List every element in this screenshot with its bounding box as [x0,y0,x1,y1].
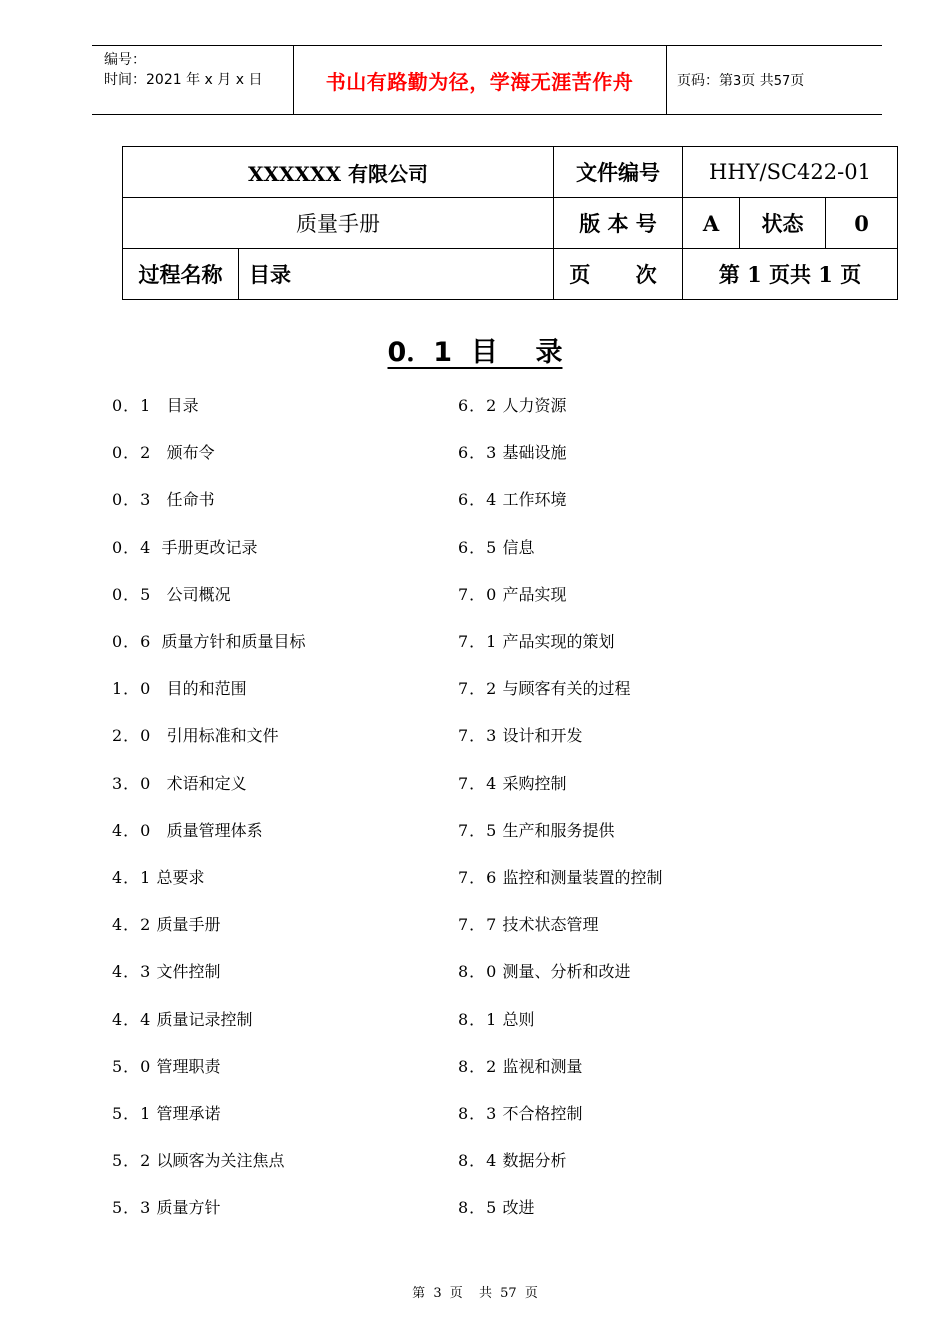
toc-entry-title: 改进 [502,1198,535,1218]
toc-entry-number: 0．1 [112,396,152,415]
toc-entry-title: 管理承诺 [156,1104,221,1123]
toc-entry-title: 质量记录控制 [156,1009,253,1029]
toc-heading [0,330,950,369]
toc-entry-title: 引用标准和文件 [156,726,279,746]
toc-entry [458,726,582,746]
toc-entry-title: 术语和定义 [156,773,247,793]
page-footer [0,1282,950,1301]
toc-entry [458,868,662,888]
header-divider [666,46,667,114]
toc-entry-title: 监视和测量 [502,1056,583,1076]
toc-entry [112,396,199,416]
toc-entry-number: 0．2 [112,443,152,463]
status-value: 0 [826,198,898,249]
toc-entry-number: 3．0 [112,773,152,793]
toc-entry [112,679,247,699]
header-page-number: 3 [733,74,742,89]
toc-entry-title: 管理职责 [156,1056,221,1076]
toc-entry-title: 质量手册 [156,915,221,935]
toc-entry-title: 手册更改记录 [156,537,258,557]
toc-entry-number: 6．3 [458,443,498,463]
toc-entry [112,585,231,605]
toc-entry-title: 目的和范围 [156,679,247,699]
header-page-end: 页 [790,73,805,89]
toc-entry [112,538,258,558]
toc-entry-title: 与顾客有关的过程 [502,679,631,699]
version-value: A [683,198,740,249]
toc-entry [458,1057,582,1077]
toc-entry [112,1057,220,1077]
toc-entry [112,726,279,746]
toc-entry-number: 1．0 [112,679,152,699]
toc-entry-number: 7．4 [458,773,498,793]
toc-entry [458,538,534,558]
toc-entry [458,585,566,605]
toc-entry-number: 7．0 [458,584,498,604]
toc-entry-number: 4．1 [112,868,152,887]
toc-entry [112,1104,220,1124]
header-page-label: 页码：第 [677,73,733,89]
toc-entry [458,396,566,416]
toc-entry-number: 0．3 [112,490,152,510]
toc-entry-number: 0．6 [112,632,152,651]
toc-entry [112,443,215,463]
toc-entry-title: 质量管理体系 [156,820,263,840]
toc-entry-number: 7．7 [458,915,498,935]
footer-page-number: 3 [433,1286,442,1301]
toc-entry-number: 8．5 [458,1198,498,1218]
status-label: 状态 [740,198,826,249]
toc-entry-title: 采购控制 [502,773,567,793]
toc-entry [112,1198,220,1218]
document-time-label: 时间：2021 年 x 月 x 日 [104,72,263,88]
toc-entry-title: 以顾客为关注焦点 [156,1151,285,1171]
toc-entry-number: 8．0 [458,962,498,982]
toc-entry-number: 4．3 [112,962,152,982]
manual-name: 质量手册 [123,198,554,249]
company-name: XXXXXX 有限公司 [123,147,554,198]
toc-entry-title: 人力资源 [502,396,567,415]
toc-entry [458,1010,534,1030]
toc-entry-number: 5．3 [112,1198,152,1218]
toc-entry-number: 6．2 [458,396,498,415]
doc-number-value: HHY/SC422-01 [683,147,898,198]
toc-entry [112,868,204,888]
header-page-total: 57 [773,74,791,89]
toc-entry [112,1151,284,1171]
footer-pre: 第 [412,1286,426,1301]
toc-entry-number: 8．4 [458,1151,498,1171]
toc-entry-title: 基础设施 [502,443,567,463]
toc-entry-title: 设计和开发 [502,726,583,746]
toc-entry-title: 产品实现 [502,584,567,604]
toc-entry-number: 5．0 [112,1056,152,1076]
toc-entry-number: 7．1 [458,632,498,651]
toc-entry [458,915,598,935]
toc-entry-title: 产品实现的策划 [502,632,615,651]
toc-entry [112,632,306,652]
toc-entry-title: 任命书 [156,490,215,510]
footer-post: 页 [524,1286,538,1301]
toc-entry [458,632,614,652]
toc-entry-title: 总则 [502,1009,535,1029]
toc-entry [458,821,614,841]
toc-entry-number: 6．5 [458,537,498,557]
toc-heading-text: 0．1 目 录 [387,337,563,368]
toc-entry [112,821,263,841]
toc-entry [112,1010,252,1030]
toc-entry [112,490,215,510]
toc-entry [458,774,566,794]
toc-entry-title: 监控和测量装置的控制 [502,868,663,887]
toc-entry-title: 工作环境 [502,490,567,510]
toc-entry-number: 0．5 [112,584,152,604]
toc-entry-number: 5．2 [112,1151,152,1171]
process-name: 目录 [239,249,554,300]
toc-entry-number: 4．0 [112,820,152,840]
toc-entry-number: 8．3 [458,1104,498,1123]
document-number-label: 编号： [104,52,146,68]
toc-entry [458,1104,582,1124]
toc-entry-number: 7．3 [458,726,498,746]
toc-entry-title: 颁布令 [156,443,215,463]
toc-entry-number: 0．4 [112,537,152,557]
toc-entry-title: 公司概况 [156,584,231,604]
toc-entry [458,443,566,463]
version-label: 版 本 号 [554,198,683,249]
toc-entry [112,774,247,794]
toc-entry-number: 2．0 [112,726,152,746]
toc-entry-title: 信息 [502,537,535,557]
toc-entry-number: 8．2 [458,1056,498,1076]
toc-entry-number: 5．1 [112,1104,152,1123]
toc-entry-title: 目录 [156,396,199,415]
page-count-label: 页 次 [554,249,683,300]
toc-entry-title: 数据分析 [502,1151,567,1171]
header-page-mid: 页 共 [741,73,774,89]
toc-entry-title: 测量、分析和改进 [502,962,631,982]
toc-entry-title: 总要求 [156,868,205,887]
footer-page-total: 57 [500,1286,517,1301]
toc-entry [458,1151,566,1171]
toc-entry-title: 质量方针和质量目标 [156,632,306,651]
footer-mid: 页 共 [449,1286,492,1301]
toc-entry [458,490,566,510]
page-header [92,45,882,115]
header-meta [104,50,262,90]
toc-entry-title: 质量方针 [156,1198,221,1218]
toc-entry [458,679,630,699]
toc-entry-title: 技术状态管理 [502,915,599,935]
toc-entry-number: 6．4 [458,490,498,510]
process-label: 过程名称 [123,249,239,300]
toc-entry-number: 7．2 [458,679,498,699]
toc-entry [112,962,220,982]
toc-entry [112,915,220,935]
toc-entry-title: 文件控制 [156,962,221,982]
header-slogan: 书山有路勤为径，学海无涯苦作舟 [325,69,634,94]
header-page-info [677,70,804,90]
page-count-value: 第 1 页共 1 页 [683,249,898,300]
document-title-block [122,146,898,300]
toc-entry-number: 4．2 [112,915,152,935]
doc-number-label: 文件编号 [554,147,683,198]
toc-entry-number: 7．5 [458,820,498,840]
toc-entry [458,1198,534,1218]
toc-entry-title: 生产和服务提供 [502,820,615,840]
toc-entry-number: 4．4 [112,1009,152,1029]
toc-entry-title: 不合格控制 [502,1104,583,1123]
toc-entry [458,962,630,982]
toc-entry-number: 8．1 [458,1009,498,1029]
toc-entry-number: 7．6 [458,868,498,887]
